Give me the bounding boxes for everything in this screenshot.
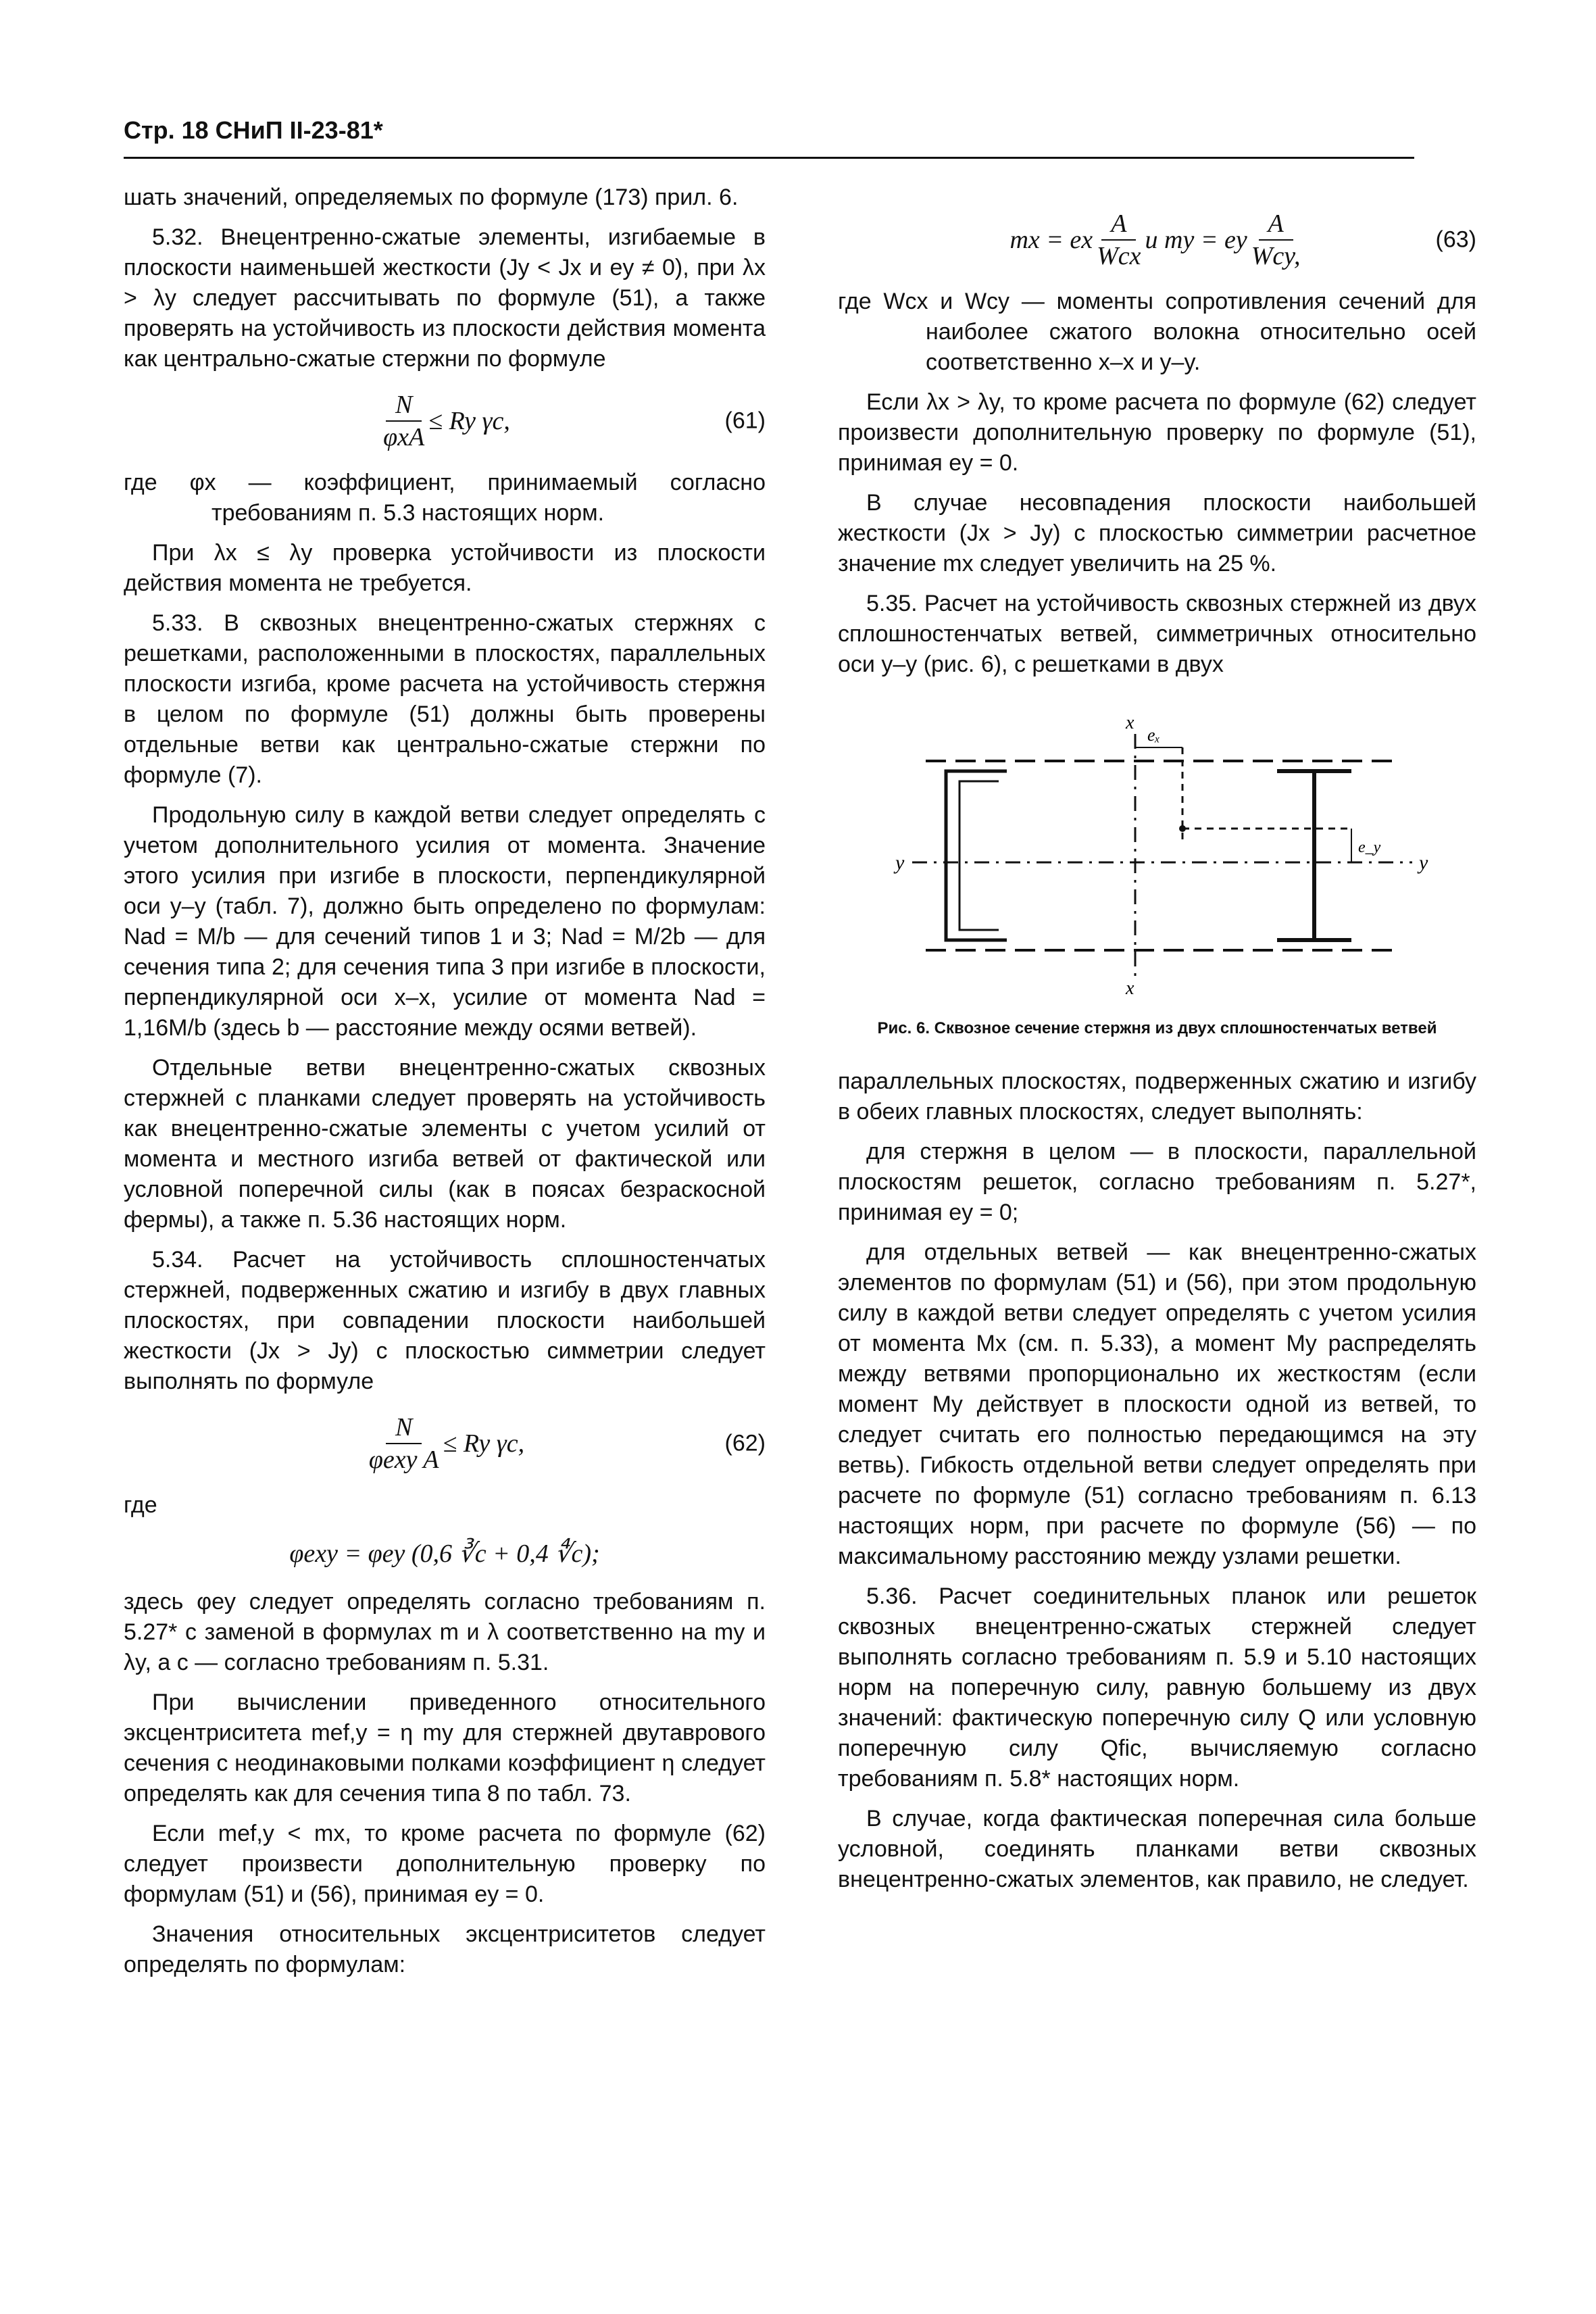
paragraph: параллельных плоскостях, подверженных сжатию и изгибу в обеих главных плоскостях, следует выполнять:	[838, 1068, 1476, 1125]
formula-61-numerator: N	[386, 389, 422, 422]
formula-62	[124, 1406, 766, 1481]
formula-62-number: (62)	[724, 1430, 766, 1456]
formula-63-denominator-2: Wcy,	[1251, 242, 1301, 270]
fig-axis-y-left: y	[895, 852, 905, 874]
left-column	[124, 182, 766, 1990]
formula-62-rhs: ≤ Ry γc,	[443, 1429, 525, 1458]
paragraph: где Wcx и Wcy — моменты сопротивления сечений для наиболее сжатого волокна относительно осей соответственно x–x и y–y.	[838, 289, 1476, 375]
paragraph: В случае несовпадения плоскости наибольшей жесткости (Jx > Jy) с плоскостью симметрии расчетное значение mx следует увеличить на 25 %.	[838, 490, 1476, 576]
paragraph-5-32: 5.32. Внецентренно-сжатые элементы, изгибаемые в плоскости наименьшей жесткости (Jy < Jx и ey ≠ 0), при λx > λy следует рассчитывать по формуле (51), а также проверять на устойчивость из плоскости действия момента как центрально-сжатые стержни по формуле	[124, 224, 766, 372]
paragraph: При λx ≤ λy проверка устойчивости из плоскости действия момента не требуется.	[124, 540, 766, 596]
paragraph: Если λx > λy, то кроме расчета по формуле (62) следует произвести дополнительную проверку по формуле (51), принимая ey = 0.	[838, 389, 1476, 476]
paragraph-5-34: 5.34. Расчет на устойчивость сплошностенчатых стержней, подверженных сжатию и изгибу в двух главных плоскостях, при совпадении плоскости наибольшей жесткости (Jx > Jy) с плоскостью симметрии следует выполнять по формуле	[124, 1247, 766, 1394]
label-gde: где	[124, 1492, 157, 1518]
formula-63-mx: mx = ex	[1009, 225, 1093, 254]
paragraph-5-33: 5.33. В сквозных внецентренно-сжатых стержнях с решетками, расположенными в плоскостях, параллельных плоскости изгиба, кроме расчета на устойчивость стержня в целом по формуле (51) должны быть проверены отдельные ветви как центрально-сжатые стержни по формуле (7).	[124, 610, 766, 788]
formula-phi-exy	[124, 1530, 766, 1577]
paragraph: здесь φey следует определять согласно требованиям п. 5.27* с заменой в формулах m и λ соответственно на my и λy, а c — согласно требованиям п. 5.31.	[124, 1589, 766, 1675]
formula-63-numerator-2: A	[1259, 208, 1293, 241]
formula-62-denominator: φexy A	[368, 1446, 439, 1474]
formula-63	[838, 203, 1476, 277]
paragraph: Отдельные ветви внецентренно-сжатых сквозных стержней с планками следует проверять на устойчивость как внецентренно-сжатые элементы с учетом усилий от момента и местного изгиба ветвей от фактической или условной поперечной силы (как в поясах безраскосной фермы), а также п. 5.36 настоящих норм.	[124, 1055, 766, 1233]
formula-61-denominator: φxA	[383, 423, 425, 451]
page-header: Стр. 18 СНиП II-23-81*	[124, 116, 383, 144]
fig-axis-y-right: y	[1419, 852, 1428, 874]
header-rule	[124, 157, 1414, 159]
formula-61-number: (61)	[724, 408, 766, 434]
formula-63-number: (63)	[1435, 226, 1476, 253]
paragraph: В случае, когда фактическая поперечная сила больше условной, соединять планками ветви сквозных внецентренно-сжатых элементов, как правило, не следует.	[838, 1806, 1476, 1892]
cross-section-diagram	[838, 707, 1476, 998]
right-column	[838, 182, 1476, 1904]
paragraph-5-35: 5.35. Расчет на устойчивость сквозных стержней из двух сплошностенчатых ветвей, симметричных относительно оси y–y (рис. 6), с решетками в двух	[838, 591, 1476, 677]
formula-61	[124, 384, 766, 458]
paragraph: При вычислении приведенного относительного эксцентриситета mef,y = η my для стержней двутаврового сечения с неодинаковыми полками коэффициент η следует определять как для сечения типа 8 по табл. 73.	[124, 1690, 766, 1806]
fig-label-ey: e_y	[1358, 839, 1381, 856]
paragraph-5-36: 5.36. Расчет соединительных планок или решеток сквозных внецентренно-сжатых стержней следует выполнять согласно требованиям п. 5.9 и 5.10 настоящих норм на поперечную силу, равную большему из двух значений: фактическую поперечную силу Q или условную поперечную силу Qfic, вычисляемую согласно требованиям п. 5.8* настоящих норм.	[838, 1583, 1476, 1792]
formula-63-my: и my = ey	[1145, 225, 1247, 254]
paragraph: для отдельных ветвей — как внецентренно-сжатых элементов по формулам (51) и (56), при этом продольную силу в каждой ветви следует определять с учетом усилия от момента Mx (см. п. 5.33), а момент My распределять между ветвями пропорционально их жесткостям (если момент My действует в плоскости одной из ветвей, то следует считать его полностью передающимся на эту ветвь). Гибкость отдельной ветви следует определять при расчете по формуле (51) согласно требованиям п. 6.13 настоящих норм, при расчете по формуле (56) — по максимальному расстоянию между узлами решетки.	[838, 1239, 1476, 1569]
formula-63-numerator-1: A	[1101, 208, 1136, 241]
formula-62-numerator: N	[386, 1412, 422, 1444]
paragraph: Продольную силу в каждой ветви следует определять с учетом дополнительного усилия от момента. Значение этого усилия при изгибе в плоскости, перпендикулярной оси y–y (табл. 7), должно быть определено по формулам: Nad = M/b — для сечений типов 1 и 3; Nad = M/2b — для сечения типа 2; для сечения типа 3 при изгибе в плоскости, перпендикулярной оси x–x, усилие от момента Nad = 1,16M/b (здесь b — расстояние между осями ветвей).	[124, 802, 766, 1041]
paragraph: шать значений, определяемых по формуле (173) прил. 6.	[124, 184, 739, 210]
figure-caption: Рис. 6. Сквозное сечение стержня из двух сплошностенчатых ветвей	[877, 1019, 1437, 1037]
formula-61-rhs: ≤ Ry γc,	[428, 406, 510, 435]
formula-phi-exy-text: φexy = φey (0,6 ∛c + 0,4 ∜c);	[289, 1539, 600, 1568]
formula-63-denominator-1: Wcx	[1097, 242, 1141, 270]
paragraph: для стержня в целом — в плоскости, параллельной плоскостям решеток, согласно требованиям п. 5.27*, принимая ey = 0;	[838, 1139, 1476, 1225]
fig-axis-x-top: x	[1126, 712, 1134, 733]
paragraph: где φx — коэффициент, принимаемый согласно требованиям п. 5.3 настоящих норм.	[124, 470, 766, 526]
figure-6	[838, 707, 1476, 1039]
paragraph: Значения относительных эксцентриситетов следует определять по формулам:	[124, 1921, 766, 1977]
paragraph: Если mef,y < mx, то кроме расчета по формуле (62) следует произвести дополнительную проверку по формулам (51) и (56), принимая ey = 0.	[124, 1821, 766, 1907]
fig-label-ex: eₓ	[1147, 725, 1160, 745]
fig-axis-x-bottom: x	[1126, 978, 1134, 998]
